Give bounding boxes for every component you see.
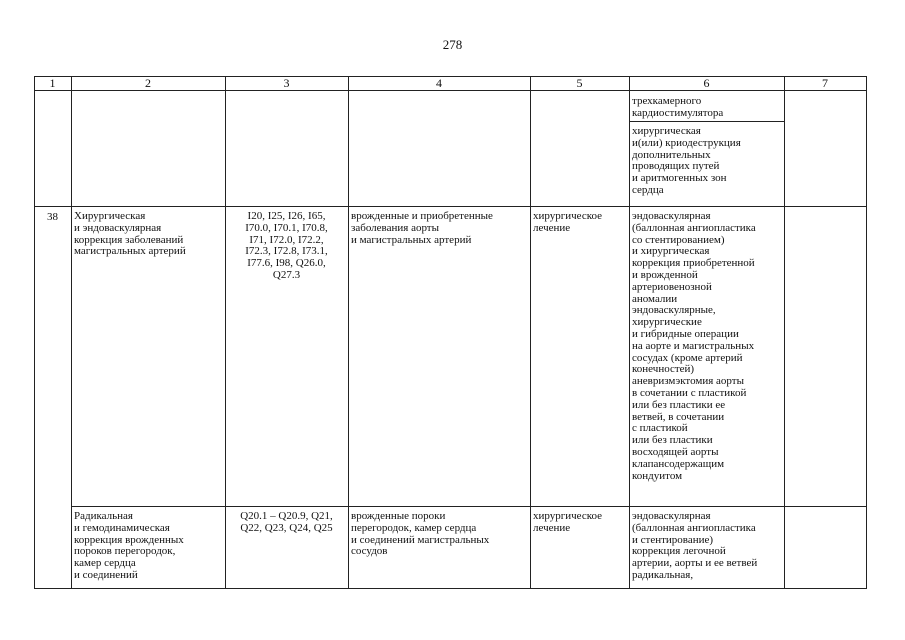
header-divider bbox=[34, 90, 867, 91]
row-number: 38 bbox=[47, 211, 58, 223]
table-border-bottom bbox=[34, 588, 867, 589]
row38-treatment-method: эндоваскулярная (баллонная ангиопластика со стентированием) и хирургическая коррекция приобретенной и врожденной артериовенозной аномалии эндоваскулярные, хирургические и гибридные операции на аорте и магистральных сосудах (кроме артерий конечностей) аневризмэктомия аорты в сочетании с пластикой или без пластики ее ветвей, в сочетании с пластикой или без пластики восходящей аорты клапансодержащим кондуитом bbox=[632, 210, 756, 482]
cell-divider bbox=[629, 121, 784, 122]
row-divider bbox=[34, 206, 867, 207]
row38-icd-codes: I20, I25, I26, I65, I70.0, I70.1, I70.8, I71, I72.0, I72.2, I72.3, I72.8, I73.1, I77.6, I98, Q26.0, Q27.3 bbox=[245, 210, 328, 281]
header-cell-4: 4 bbox=[436, 76, 442, 90]
header-cell-7: 7 bbox=[822, 76, 828, 90]
header-cell-1: 1 bbox=[49, 76, 56, 90]
header-cell-2: 2 bbox=[145, 76, 151, 90]
continuation-col6-cell-b: хирургическая и(или) криодеструкция дополнительных проводящих путей и аритмогенных зон сердца bbox=[632, 125, 741, 196]
continuation-col6-cell-a: трехкамерного кардиостимулятора bbox=[632, 95, 724, 119]
row38b-treatment-method: эндоваскулярная (баллонная ангиопластика и стентирование) коррекция легочной артерии, аорты и ее ветвей радикальная, bbox=[632, 510, 758, 581]
col-divider bbox=[629, 76, 630, 588]
col-divider bbox=[784, 76, 785, 588]
row38-method-group: Хирургическая и эндоваскулярная коррекция заболеваний магистральных артерий bbox=[74, 210, 186, 258]
row38-treatment-type: хирургическое лечение bbox=[533, 210, 603, 234]
col-divider bbox=[71, 76, 72, 588]
col-divider bbox=[530, 76, 531, 588]
page-number: 278 bbox=[442, 37, 463, 52]
row38b-icd-codes: Q20.1 – Q20.9, Q21, Q22, Q23, Q24, Q25 bbox=[240, 510, 333, 534]
header-cell-5: 5 bbox=[576, 76, 583, 90]
row38b-method-group: Радикальная и гемодинамическая коррекция врожденных пороков перегородок, камер сердца и соединений bbox=[74, 510, 184, 581]
header-cell-6: 6 bbox=[703, 76, 710, 90]
row-divider bbox=[71, 506, 867, 507]
header-cell-3: 3 bbox=[283, 76, 290, 90]
table-border-left bbox=[34, 76, 35, 588]
row38b-patient-model: врожденные пороки перегородок, камер сердца и соединений магистральных сосудов bbox=[351, 510, 490, 558]
table-border-right bbox=[866, 76, 867, 588]
row38-patient-model: врожденные и приобретенные заболевания аорты и магистральных артерий bbox=[351, 210, 493, 246]
col-divider bbox=[225, 76, 226, 588]
col-divider bbox=[348, 76, 349, 588]
row38b-treatment-type: хирургическое лечение bbox=[533, 510, 603, 534]
